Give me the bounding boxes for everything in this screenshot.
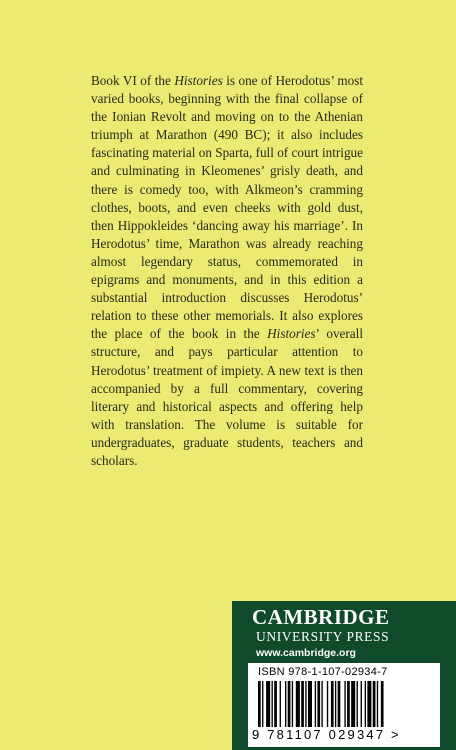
blurb-text-1: Book VI of the — [91, 73, 175, 88]
back-cover-blurb — [91, 72, 363, 470]
blurb-italic-title-1: Histories — [174, 73, 223, 88]
barcode-digits: 9 781107 029347 > — [252, 727, 401, 742]
publisher-panel — [232, 601, 456, 750]
blurb-text-3: ’ overall structure, and pays particular attention to Herodotus’ treatment of impiety. A new text is then accompanied by a full commentary, covering literary and historical aspects and offering help with translation. The volume is suitable for undergraduates, graduate students, teachers and scholars. — [91, 326, 363, 468]
blurb-text-2: is one of Herodotus’ most varied books, beginning with the final collapse of the Ionian Revolt and moving on to the Athenian triumph at Marathon (490 BC); it also includes fascinating material on Sparta, full of court intrigue and culminating in Kleomenes’ grisly death, and there is comedy too, with Alkmeon’s cramming clothes, boots, and even cheeks with gold dust, then Hippokleides ‘dancing away his marriage’. In Herodotus’ time, Marathon was already reaching almost legendary status, commemorated in epigrams and monuments, and in this edition a substantial introduction discusses Herodotus’ relation to these other memorials. It also explores the place of the book in the — [91, 73, 363, 342]
blurb-italic-title-2: Histories — [267, 326, 316, 342]
publisher-logo-name: CAMBRIDGE — [252, 605, 390, 629]
isbn-label: ISBN 978-1-107-02934-7 — [258, 666, 388, 678]
barcode-icon — [256, 681, 432, 727]
publisher-logo-subtitle: UNIVERSITY PRESS — [256, 629, 390, 644]
publisher-url: www.cambridge.org — [256, 647, 356, 659]
barcode-box — [248, 663, 440, 747]
